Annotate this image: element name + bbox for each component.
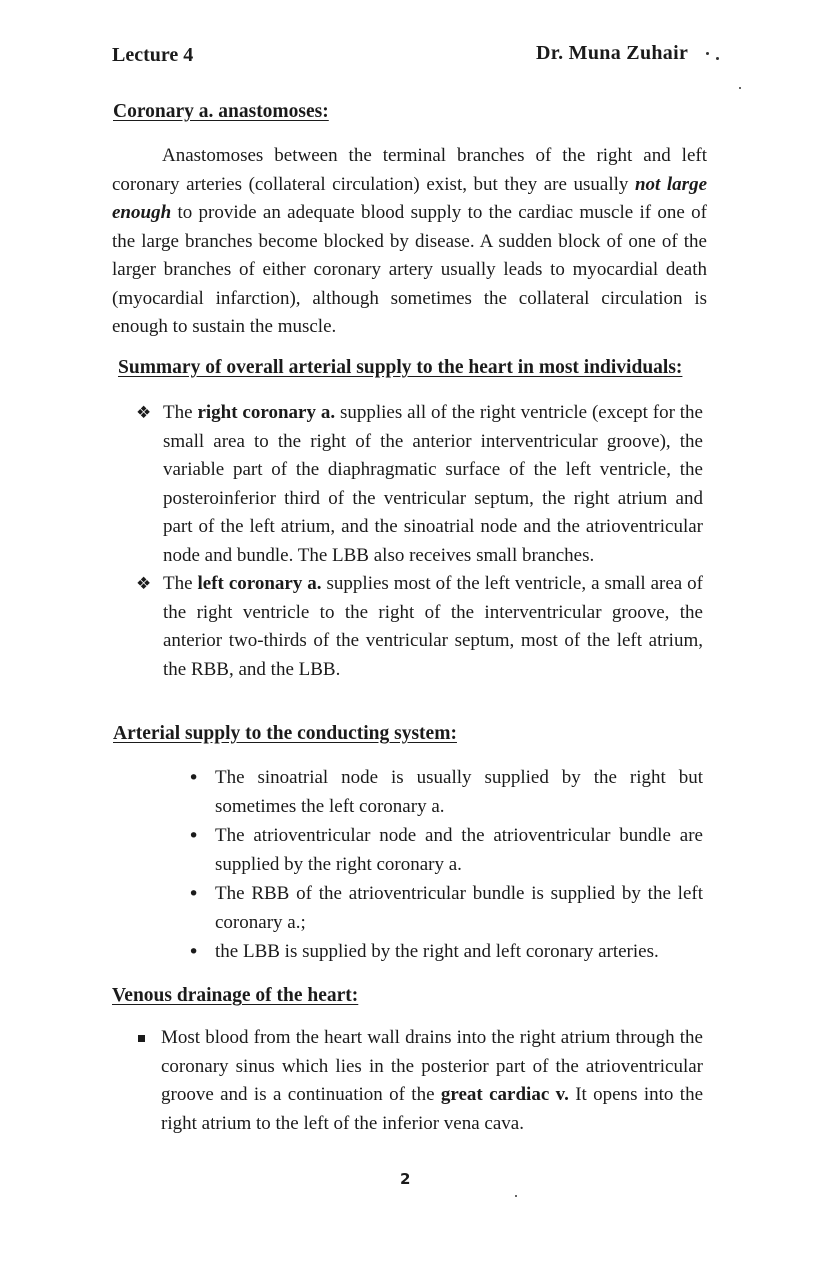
venous-list — [161, 1024, 703, 1138]
page-number: 2 — [400, 1170, 411, 1188]
list-item: • The atrioventricular node and the atrioventricular bundle are supplied by the right coronary a. — [215, 822, 703, 879]
scan-speck — [739, 87, 741, 89]
list-item: Most blood from the heart wall drains into the right atrium through the coronary sinus which lies in the posterior part of the atrioventricular groove and is a continuation of the great cardiac v. It opens into the right atrium to the left of the inferior vena cava. — [161, 1024, 703, 1138]
anastomoses-paragraph: Anastomoses between the terminal branches of the right and left coronary arteries (collateral circulation) exist, but they are usually not large enough to provide an adequate blood supply to the cardiac muscle if one of the large branches become blocked by disease. A sudden block of one of the larger branches of either coronary artery usually leads to myocardial death (myocardial infarction), although sometimes the collateral circulation is enough to sustain the muscle. — [112, 145, 708, 337]
list-item: ❖ The left coronary a. supplies most of the left ventricle, a small area of the right ventricle to the right of the interventricular groove, the anterior two-thirds of the ventricular septum, most of the left atrium, the RBB, and the LBB. — [163, 570, 703, 684]
list-item: • The sinoatrial node is usually supplied by the right but sometimes the left coronary a. — [215, 764, 703, 821]
author-name: Dr. Muna Zuhair — [536, 42, 689, 64]
scan-speck — [706, 52, 709, 55]
bullet-icon: • — [188, 941, 200, 963]
scan-speck — [515, 1195, 517, 1197]
bullet-icon: • — [188, 767, 200, 789]
lecture-label: Lecture 4 — [112, 44, 194, 66]
bullet-icon: • — [188, 883, 200, 905]
section-heading-conducting: Arterial supply to the conducting system: — [113, 723, 457, 744]
list-item: • The RBB of the atrioventricular bundle is supplied by the left coronary a.; — [215, 880, 703, 937]
bullet-icon: • — [188, 825, 200, 847]
summary-list — [136, 399, 703, 684]
diamond-bullet-icon: ❖ — [136, 574, 152, 594]
scan-speck — [716, 57, 719, 60]
list-item: ❖ The right coronary a. supplies all of the right ventricle (except for the small area to the right of the anterior interventricular groove), the variable part of the diaphragmatic surface of the left ventricle, the posteroinferior third of the ventricular septum, the right atrium and part of the left atrium, and the sinoatrial node and the atrioventricular node and bundle. The LBB also receives small branches. — [163, 399, 703, 570]
diamond-bullet-icon: ❖ — [136, 403, 152, 423]
conducting-list — [188, 764, 703, 968]
list-item: • the LBB is supplied by the right and left coronary arteries. — [215, 938, 703, 967]
section-heading-venous: Venous drainage of the heart: — [112, 985, 359, 1006]
square-bullet-icon — [138, 1035, 145, 1042]
section-heading-summary: Summary of overall arterial supply to the heart in most individuals: — [118, 357, 683, 378]
section-heading-anastomoses: Coronary a. anastomoses: — [113, 101, 329, 122]
emphasis-text: not large enough — [112, 173, 708, 223]
